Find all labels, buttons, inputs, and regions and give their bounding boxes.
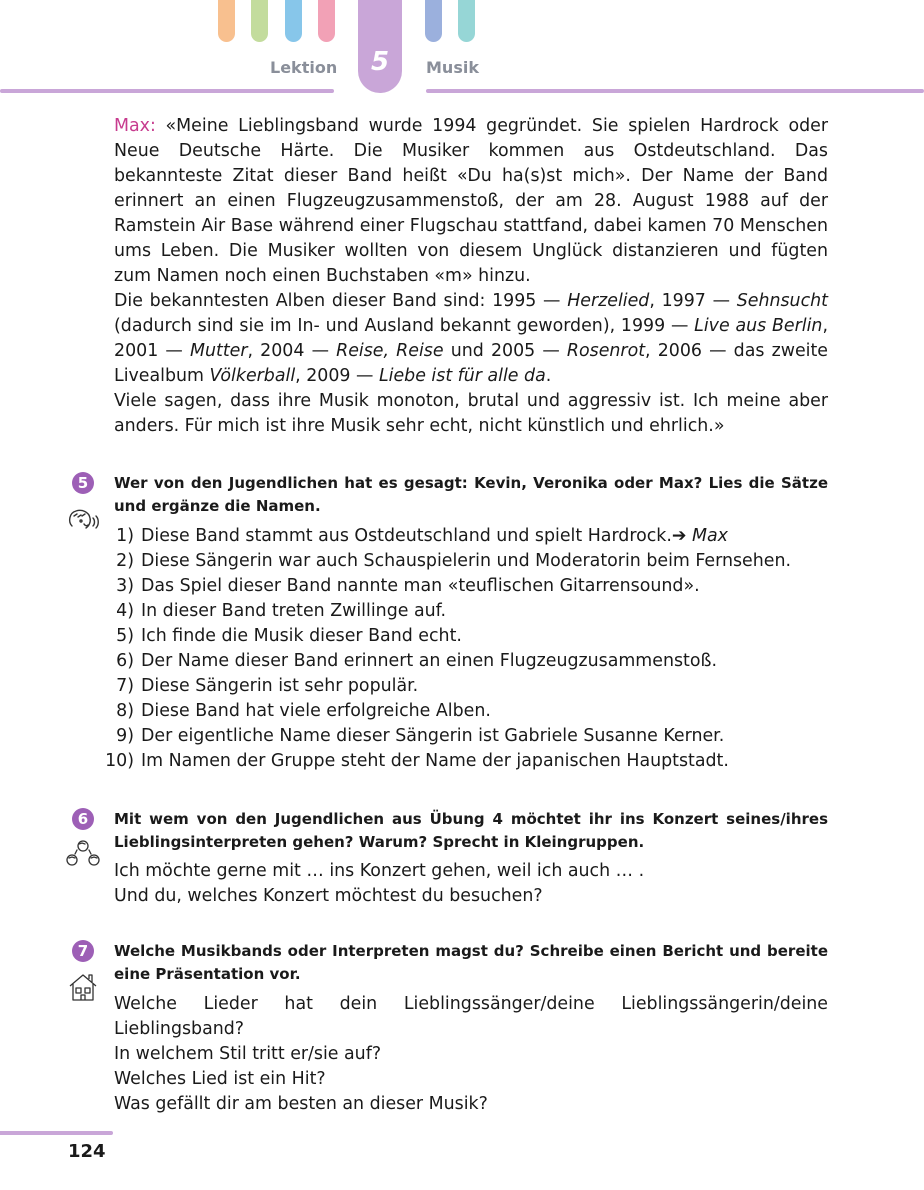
exercise-5-number: 5: [72, 472, 94, 494]
header-rule-right: [426, 89, 924, 93]
intro-paragraph-3: Viele sagen, dass ihre Musik monoton, brutal und aggressiv ist. Ich meine aber anders. Für mich ist ihre Musik sehr echt, nicht künstlich und ehrlich.»: [114, 391, 828, 436]
list-item: 9) Der eigentliche Name dieser Sängerin ist Gabriele Susanne Kerner.: [116, 726, 725, 746]
list-item: 10) Im Namen der Gruppe steht der Name der japanischen Hauptstadt.: [105, 751, 729, 771]
arrow-right-icon: ➔: [671, 526, 692, 546]
header-tab-pink: [318, 0, 335, 42]
header-rule-left: [0, 89, 334, 93]
list-item: 4) In dieser Band treten Zwillinge auf.: [116, 601, 447, 621]
speaking-head-icon: [64, 504, 102, 534]
list-item: 3) Das Spiel dieser Band nannte man «teuflischen Gitarrensound».: [116, 576, 700, 596]
list-item: 8) Diese Band hat viele erfolgreiche Alben.: [116, 701, 491, 721]
prompt-line: Was gefällt dir am besten an dieser Musik?: [114, 1094, 488, 1114]
prompt-line: Welches Lied ist ein Hit?: [114, 1069, 326, 1089]
exercise-5-list: [100, 524, 840, 774]
exercise-6-instruction: Mit wem von den Jugendlichen aus Übung 4 möchtet ihr ins Konzert seines/ihres Lieblingsinterpreten gehen? Warum? Sprecht in Kleingruppen.: [114, 810, 828, 851]
lesson-label: Lektion: [270, 58, 338, 77]
list-item: 7) Diese Sängerin ist sehr populär.: [116, 676, 419, 696]
exercise-7-prompts: [114, 992, 828, 1117]
prompt-line: Ich möchte gerne mit … ins Konzert gehen, weil ich auch … .: [114, 861, 645, 881]
header-tab-blue: [285, 0, 302, 42]
footer-rule: [0, 1131, 113, 1135]
intro-paragraph-2: Die bekanntesten Alben dieser Band sind: 1995 — Herzelied, 1997 — Sehnsucht (dadurch sind sie im In- und Ausland bekannt geworden), 1999 — Live aus Berlin, 2001 — Mutter, 2004 — Reise, Reise und 2005 — Rosenrot, 2006 — das zweite Livealbum Völkerball, 2009 — Liebe ist für alle da.: [114, 291, 828, 386]
list-item: 5) Ich finde die Musik dieser Band echt.: [116, 626, 462, 646]
exercise-5-instruction: Wer von den Jugendlichen hat es gesagt: Kevin, Veronika oder Max? Lies die Sätze und ergänze die Namen.: [114, 474, 828, 515]
prompt-line: In welchem Stil tritt er/sie auf?: [114, 1044, 382, 1064]
group-talk-icon: [64, 838, 102, 868]
header-tab-indigo: [425, 0, 442, 42]
lesson-number: 5: [370, 47, 390, 77]
lesson-badge: [358, 0, 402, 93]
prompt-line: Welche Lieder hat dein Lieblingssänger/deine Lieblingssängerin/deine Lieblingsband?: [114, 994, 828, 1039]
speaker-name: Max:: [114, 116, 156, 136]
list-item: 1) Diese Band stammt aus Ostdeutschland und spielt Hardrock. ➔ Max: [100, 524, 840, 549]
chapter-title: Musik: [426, 58, 479, 77]
header-tab-teal: [458, 0, 475, 42]
prompt-line: Und du, welches Konzert möchtest du besuchen?: [114, 886, 543, 906]
exercise-7-instruction: Welche Musikbands oder Interpreten magst du? Schreibe einen Bericht und bereite eine Präsentation vor.: [114, 942, 828, 983]
exercise-6-prompts: [114, 859, 828, 909]
header-tab-orange: [218, 0, 235, 42]
page-number: 124: [68, 1141, 106, 1162]
intro-paragraph-1: Max: «Meine Lieblingsband wurde 1994 gegründet. Sie spielen Hardrock oder Neue Deutsche Härte. Die Musiker kommen aus Ostdeutschland. Das bekannteste Zitat dieser Band heißt «Du ha(s)st mich». Der Name der Band erinnert an einen Flugzeugzusammenstoß, der am 28. August 1988 auf der Ramstein Air Base während einer Flugschau stattfand, dabei kamen 70 Menschen ums Leben. Die Musiker wollten von diesem Unglück distanzieren und fügten zum Namen noch einen Buchstaben «m» hinzu.: [114, 116, 828, 286]
answer-example: Max: [692, 526, 728, 546]
list-item: 2) Diese Sängerin war auch Schauspielerin und Moderatorin beim Fernsehen.: [116, 551, 792, 571]
header-tab-green: [251, 0, 268, 42]
house-homework-icon: [64, 972, 102, 1002]
exercise-7-number: 7: [72, 940, 94, 962]
list-item: 6) Der Name dieser Band erinnert an einen Flugzeugzusammenstoß.: [116, 651, 717, 671]
exercise-6-number: 6: [72, 808, 94, 830]
